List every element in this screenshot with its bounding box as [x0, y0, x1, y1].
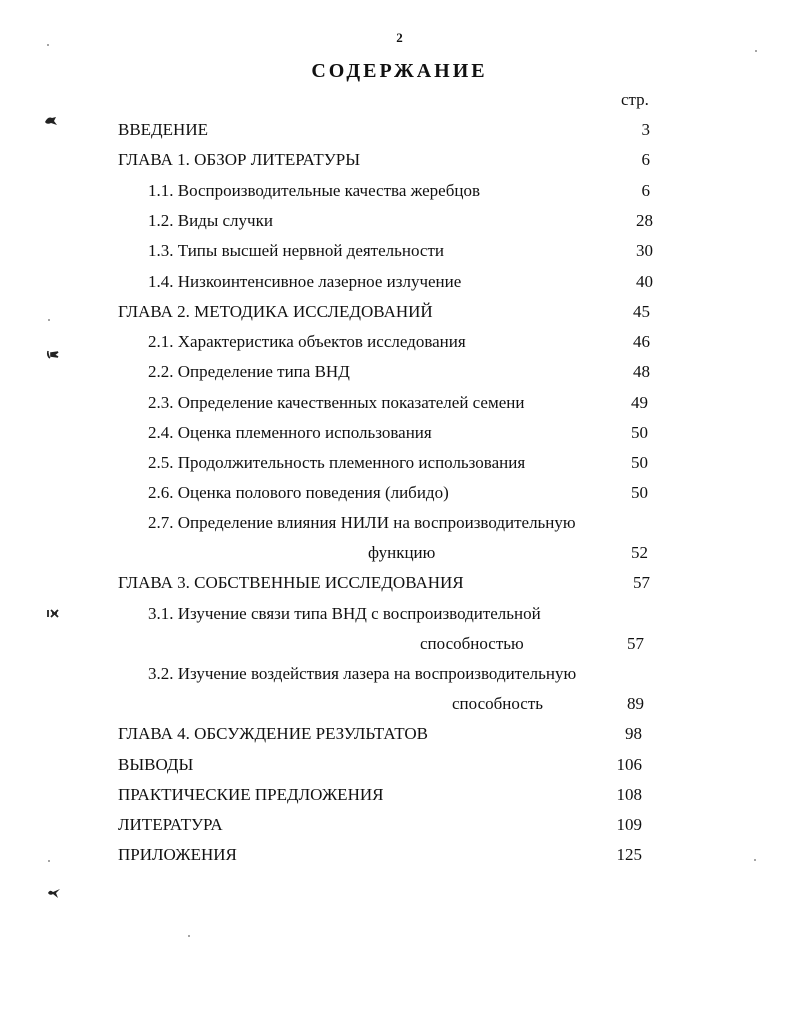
toc-page-chapter-3: 57 — [633, 573, 650, 592]
scan-speck — [754, 859, 756, 861]
toc-entry-1-2[interactable]: 1.2. Виды случки — [148, 211, 273, 230]
toc-page-chapter-1: 6 — [641, 150, 650, 169]
toc-entry-2-1[interactable]: 2.1. Характеристика объектов исследования — [148, 332, 466, 351]
binding-mark-icon — [44, 114, 58, 128]
scan-speck — [48, 319, 50, 321]
toc-page-1-2: 28 — [636, 211, 653, 230]
toc-entry-3-2[interactable]: 3.2. Изучение воздействия лазера на воспроизводительную — [148, 664, 577, 683]
toc-entry-2-3[interactable]: 2.3. Определение качественных показателей семени — [148, 393, 525, 412]
toc-entry-2-5[interactable]: 2.5. Продолжительность племенного использования — [148, 453, 526, 472]
toc-entry-chapter-4[interactable]: ГЛАВА 4. ОБСУЖДЕНИЕ РЕЗУЛЬТАТОВ — [118, 724, 428, 743]
toc-page-2-7: 52 — [631, 543, 648, 562]
toc-page-chapter-4: 98 — [625, 724, 642, 743]
toc-page-literature: 109 — [616, 815, 642, 834]
toc-page-3-2: 89 — [627, 694, 644, 713]
toc-entry-2-6[interactable]: 2.6. Оценка полового поведения (либидо) — [148, 483, 449, 502]
toc-page-introduction: 3 — [641, 120, 650, 139]
toc-entry-conclusions[interactable]: ВЫВОДЫ — [118, 755, 194, 774]
toc-entry-1-1[interactable]: 1.1. Воспроизводительные качества жеребцов — [148, 181, 481, 200]
toc-entry-3-1-cont: способностью — [420, 634, 524, 653]
toc-entry-2-7-cont: функцию — [368, 543, 436, 562]
toc-page-chapter-2: 45 — [633, 302, 650, 321]
toc-page-1-4: 40 — [636, 272, 653, 291]
toc-entry-3-2-cont: способность — [452, 694, 544, 713]
toc-entry-1-4[interactable]: 1.4. Низкоинтенсивное лазерное излучение — [148, 272, 462, 291]
binding-mark-icon — [47, 886, 61, 900]
scan-speck — [47, 44, 49, 46]
binding-mark-icon — [46, 347, 60, 361]
toc-entry-chapter-2[interactable]: ГЛАВА 2. МЕТОДИКА ИССЛЕДОВАНИЙ — [118, 302, 433, 321]
toc-entry-literature[interactable]: ЛИТЕРАТУРА — [118, 815, 223, 834]
toc-page-2-1: 46 — [633, 332, 650, 351]
toc-page-practical: 108 — [616, 785, 642, 804]
toc-page-1-3: 30 — [636, 241, 653, 260]
toc-entry-chapter-1[interactable]: ГЛАВА 1. ОБЗОР ЛИТЕРАТУРЫ — [118, 150, 361, 169]
toc-page-conclusions: 106 — [616, 755, 642, 774]
toc-entry-1-3[interactable]: 1.3. Типы высшей нервной деятельности — [148, 241, 444, 260]
toc-page-2-2: 48 — [633, 362, 650, 381]
toc-page-1-1: 6 — [641, 181, 650, 200]
toc-page-appendices: 125 — [616, 845, 642, 864]
toc-page-2-4: 50 — [631, 423, 648, 442]
toc-entry-chapter-3[interactable]: ГЛАВА 3. СОБСТВЕННЫЕ ИССЛЕДОВАНИЯ — [118, 573, 464, 592]
page-title: СОДЕРЖАНИЕ — [311, 60, 488, 82]
page-number: 2 — [396, 30, 403, 45]
scan-speck — [48, 860, 50, 862]
scan-speck — [755, 50, 757, 52]
toc-entry-2-7[interactable]: 2.7. Определение влияния НИЛИ на воспроизводительную — [148, 513, 576, 532]
toc-page-2-6: 50 — [631, 483, 648, 502]
binding-mark-icon — [46, 606, 60, 620]
scan-speck — [188, 935, 190, 937]
toc-entry-2-4[interactable]: 2.4. Оценка племенного использования — [148, 423, 432, 442]
toc-page-2-3: 49 — [631, 393, 648, 412]
toc-entry-2-2[interactable]: 2.2. Определение типа ВНД — [148, 362, 350, 381]
toc-entry-practical[interactable]: ПРАКТИЧЕСКИЕ ПРЕДЛОЖЕНИЯ — [118, 785, 384, 804]
toc-entry-appendices[interactable]: ПРИЛОЖЕНИЯ — [118, 845, 237, 864]
toc-page-3-1: 57 — [627, 634, 644, 653]
toc-entry-3-1[interactable]: 3.1. Изучение связи типа ВНД с воспроизводительной — [148, 604, 541, 623]
toc-entry-introduction[interactable]: ВВЕДЕНИЕ — [118, 120, 208, 139]
toc-page-2-5: 50 — [631, 453, 648, 472]
page-column-label: стр. — [621, 90, 649, 109]
